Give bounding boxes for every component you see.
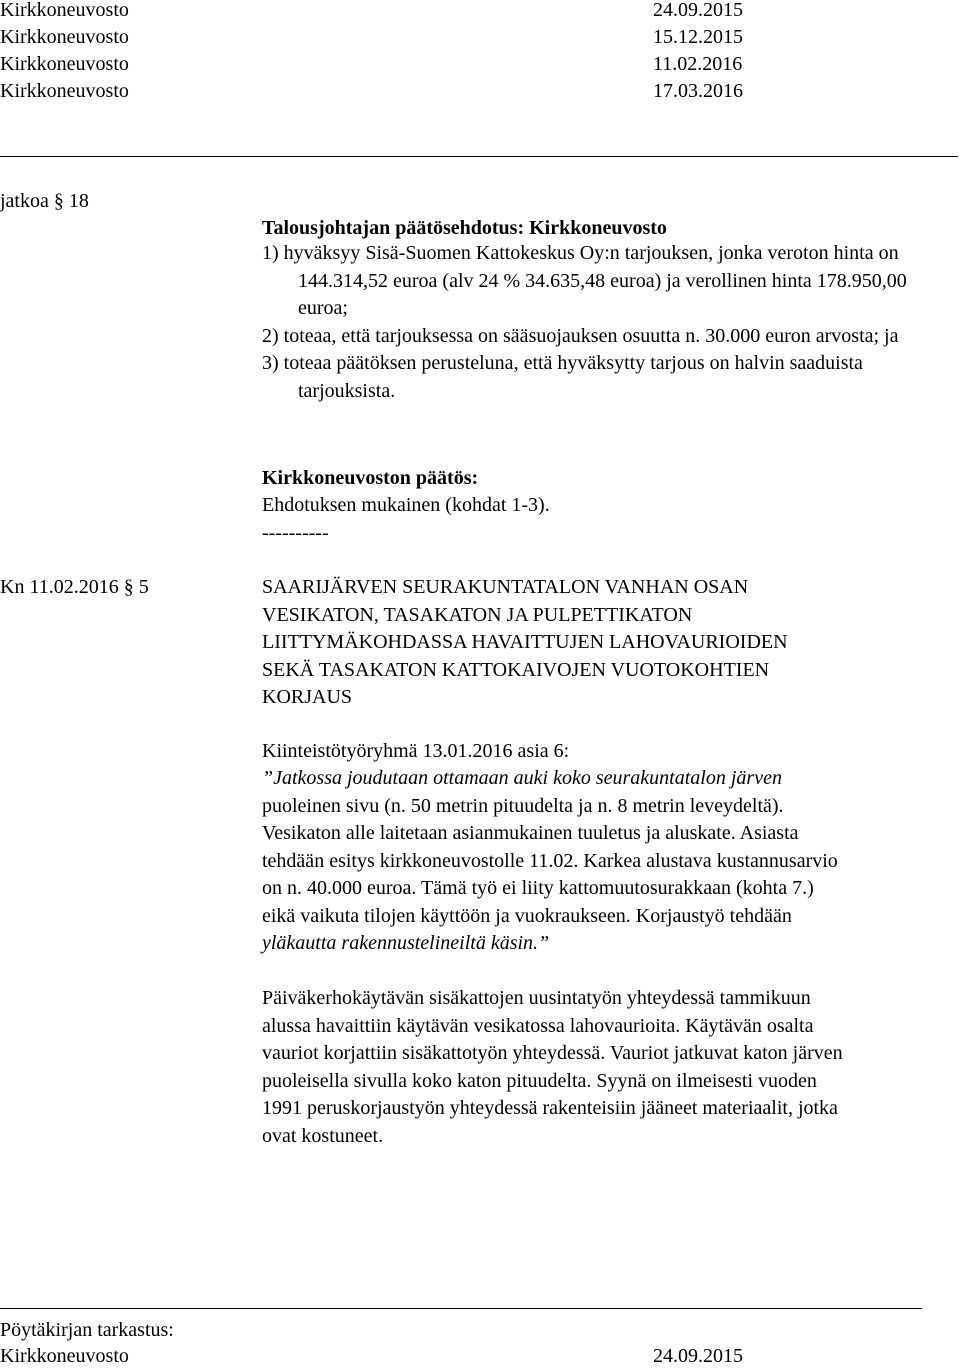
proposal-heading: Talousjohtajan päätösehdotus: Kirkkoneuvosto	[262, 217, 667, 239]
header-divider	[0, 156, 958, 157]
continuation-number: 18	[68, 190, 89, 212]
section-ref-prefix: Kn 11.02.2016	[0, 576, 119, 598]
section-ref-number: 5	[138, 576, 149, 598]
meeting-date: 11.02.2016	[653, 53, 743, 75]
quote-line: tehdään esitys kirkkoneuvostolle 11.02. Karkea alustava kustannusarvio	[262, 849, 838, 872]
quote-line: on n. 40.000 euroa. Tämä työ ei liity kattomuutosurakkaan (kohta 7.)	[262, 877, 814, 899]
footer-date: 24.09.2015	[653, 1345, 743, 1367]
proposal-item: 3) toteaa päätöksen perusteluna, että hyväksytty tarjous on halvin saaduista tarjouksista.	[262, 352, 863, 402]
meeting-body: Kirkkoneuvosto	[0, 80, 129, 102]
section-title-line: VESIKATON, TASAKATON JA PULPETTIKATON	[262, 603, 693, 626]
quote-line: Vesikaton alle laitetaan asianmukainen tuuletus ja aluskate. Asiasta	[262, 822, 799, 844]
proposal-item: 1) hyväksyy Sisä-Suomen Kattokeskus Oy:n tarjouksen, jonka veroton hinta on 144.314,52 euroa (alv 24 % 34.635,48 euroa) ja verollinen hinta 178.950,00 euroa;	[262, 242, 907, 319]
quote-block	[262, 765, 838, 958]
section-title-line: SEKÄ TASAKATON KATTOKAIVOJEN VUOTOKOHTIEN	[262, 658, 770, 681]
paragraph-line: 1991 peruskorjaustyön yhteydessä rakenteisiin jääneet materiaalit, jotka	[262, 1097, 838, 1119]
quote-line: ”Jatkossa joudutaan ottamaan auki koko seurakuntatalon järven	[262, 767, 782, 789]
continuation-marker	[0, 188, 89, 216]
section-title-line: SAARIJÄRVEN SEURAKUNTATALON VANHAN OSAN	[262, 576, 749, 598]
section-title-line: LIITTYMÄKOHDASSA HAVAITTUJEN LAHOVAURIOIDEN	[262, 631, 788, 653]
source-line: Kiinteistötyöryhmä 13.01.2016 asia 6:	[262, 740, 570, 762]
meeting-row	[0, 51, 760, 78]
meeting-body: Kirkkoneuvosto	[0, 53, 129, 75]
section-reference	[0, 574, 149, 602]
meeting-date: 15.12.2015	[653, 26, 743, 48]
footer-body: Kirkkoneuvosto	[0, 1345, 129, 1367]
meeting-row	[0, 78, 760, 105]
meeting-row	[0, 0, 760, 24]
proposal-item: 2) toteaa, että tarjouksessa on sääsuojauksen osuutta n. 30.000 euron arvosta; ja	[262, 324, 899, 347]
section-mark: §	[123, 576, 134, 598]
paragraph-line: puoleisella sivulla koko katon pituudelta. Syynä on ilmeisesti vuoden	[262, 1069, 817, 1092]
paragraph-line: vauriot korjattiin sisäkattotyön yhteydessä. Vauriot jatkuvat katon järven	[262, 1042, 843, 1064]
section-title	[262, 574, 788, 712]
continuation-label: jatkoa	[0, 190, 49, 212]
paragraph-line: ovat kostuneet.	[262, 1124, 384, 1147]
meeting-row	[0, 24, 760, 51]
body-paragraph	[262, 985, 843, 1150]
paragraph-line: Päiväkerhokäytävän sisäkattojen uusintatyön yhteydessä tammikuun	[262, 987, 811, 1009]
meeting-body: Kirkkoneuvosto	[0, 26, 129, 48]
quote-line: eikä vaikuta tilojen käyttöön ja vuokraukseen. Korjaustyö tehdään	[262, 904, 792, 927]
footer-label: Pöytäkirjan tarkastus:	[0, 1319, 174, 1341]
paragraph-line: alussa havaittiin käytävän vesikatossa lahovaurioita. Käytävän osalta	[262, 1014, 814, 1037]
quote-line: yläkautta rakennustelineiltä käsin.”	[262, 932, 550, 954]
proposal-list	[262, 240, 960, 405]
meeting-date: 17.03.2016	[653, 80, 743, 102]
footer-divider	[0, 1308, 922, 1309]
meeting-body: Kirkkoneuvosto	[0, 0, 129, 21]
meeting-date: 24.09.2015	[653, 0, 743, 21]
decision-heading: Kirkkoneuvoston päätös:	[262, 467, 479, 489]
quote-line: puoleinen sivu (n. 50 metrin pituudelta ja n. 8 metrin leveydeltä).	[262, 794, 784, 817]
decision-text: Ehdotuksen mukainen (kohdat 1-3).	[262, 494, 550, 516]
section-title-line: KORJAUS	[262, 686, 353, 708]
footer-row	[0, 1343, 760, 1370]
decision-separator: ----------	[262, 522, 329, 544]
section-mark: §	[53, 190, 64, 212]
